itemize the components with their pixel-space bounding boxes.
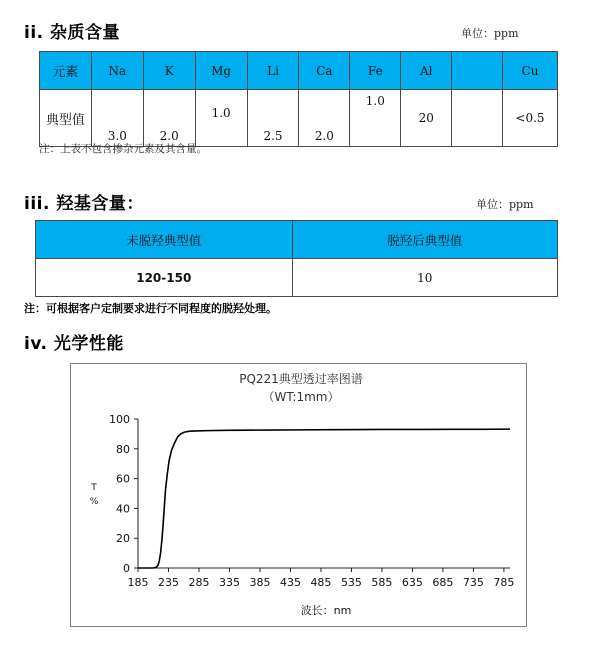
- impurity-header-cell: 元素: [40, 52, 92, 90]
- impurity-value-cell: 1.0: [195, 90, 247, 147]
- chart-title: PQ221典型透过率图谱: [239, 372, 363, 386]
- impurity-header-cell: Na: [91, 52, 143, 90]
- impurity-heading: ii. 杂质含量: [24, 23, 121, 43]
- x-tick-label: 685: [432, 576, 454, 589]
- impurity-table: [39, 51, 558, 147]
- impurity-header-cell: Fe: [350, 52, 401, 90]
- y-tick-label: 20: [116, 532, 130, 546]
- x-tick-label: 335: [218, 576, 240, 589]
- hydroxyl-heading: iii. 羟基含量：: [24, 194, 144, 214]
- impurity-header-cell: [452, 52, 503, 90]
- hydroxyl-note: 注：可根据客户定制要求进行不同程度的脱羟处理。: [24, 302, 277, 315]
- x-tick-label: 785: [493, 576, 515, 589]
- chart-axes: [138, 419, 510, 568]
- optical-heading: iv. 光学性能: [24, 334, 124, 354]
- hydroxyl-value-row: [36, 259, 558, 297]
- x-tick-label: 485: [310, 576, 332, 589]
- impurity-header-cell: Al: [401, 52, 452, 90]
- hydroxyl-value-cell: 120-150: [36, 259, 293, 297]
- x-tick-label: 635: [401, 576, 423, 589]
- impurity-header-cell: Mg: [195, 52, 247, 90]
- x-tick-label: 735: [462, 576, 484, 589]
- impurity-value-cell: 2.0: [299, 90, 350, 147]
- impurity-value-cell: 2.5: [247, 90, 299, 147]
- transmittance-line: [138, 429, 510, 568]
- impurity-header-cell: Ca: [299, 52, 350, 90]
- chart-ticks: [109, 413, 514, 589]
- x-tick-label: 185: [127, 576, 149, 589]
- y-axis-label: [90, 483, 99, 507]
- impurity-row-label: 典型值: [40, 90, 92, 147]
- impurity-value-cell: 1.0: [350, 90, 401, 147]
- chart-subtitle: （WT:1mm）: [262, 390, 340, 404]
- hydroxyl-table: [35, 220, 558, 297]
- chart-series: [138, 429, 510, 568]
- impurity-value-row: [40, 90, 558, 147]
- impurity-value-cell: 2.0: [143, 90, 195, 147]
- impurity-value-cell: 3.0: [91, 90, 143, 147]
- impurity-header-cell: Li: [247, 52, 299, 90]
- hydroxyl-value-cell: 10: [292, 259, 557, 297]
- y-tick-label: 80: [116, 442, 130, 456]
- transmittance-chart-frame: [70, 363, 527, 627]
- x-tick-label: 285: [188, 576, 210, 589]
- y-tick-label: 60: [116, 472, 130, 486]
- y-tick-label: 40: [116, 502, 130, 516]
- y-tick-label: 0: [123, 562, 130, 575]
- x-tick-label: 235: [157, 576, 179, 589]
- hydroxyl-unit: 单位：ppm: [476, 198, 534, 211]
- impurity-value-cell: [452, 90, 503, 147]
- hydroxyl-header-cell: 未脱羟典型值: [36, 221, 293, 259]
- y-axis-label-part: T: [91, 483, 97, 493]
- x-axis-label: 波长：nm: [300, 604, 352, 617]
- hydroxyl-header-row: [36, 221, 558, 259]
- x-tick-label: 535: [340, 576, 362, 589]
- impurity-unit: 单位：ppm: [461, 27, 519, 40]
- y-tick-label: 100: [109, 413, 130, 426]
- x-tick-label: 435: [279, 576, 301, 589]
- impurity-header-cell: Cu: [503, 52, 558, 90]
- hydroxyl-header-cell: 脱羟后典型值: [292, 221, 557, 259]
- x-tick-label: 585: [371, 576, 393, 589]
- x-tick-label: 385: [249, 576, 271, 589]
- y-axis-label-part: %: [89, 497, 99, 507]
- impurity-header-cell: K: [143, 52, 195, 90]
- impurity-header-row: [40, 52, 558, 90]
- impurity-value-cell: <0.5: [503, 90, 558, 147]
- impurity-value-cell: 20: [401, 90, 452, 147]
- transmittance-chart: [71, 364, 526, 626]
- impurity-note: 注：上表不包含掺杂元素及其含量。: [39, 143, 207, 155]
